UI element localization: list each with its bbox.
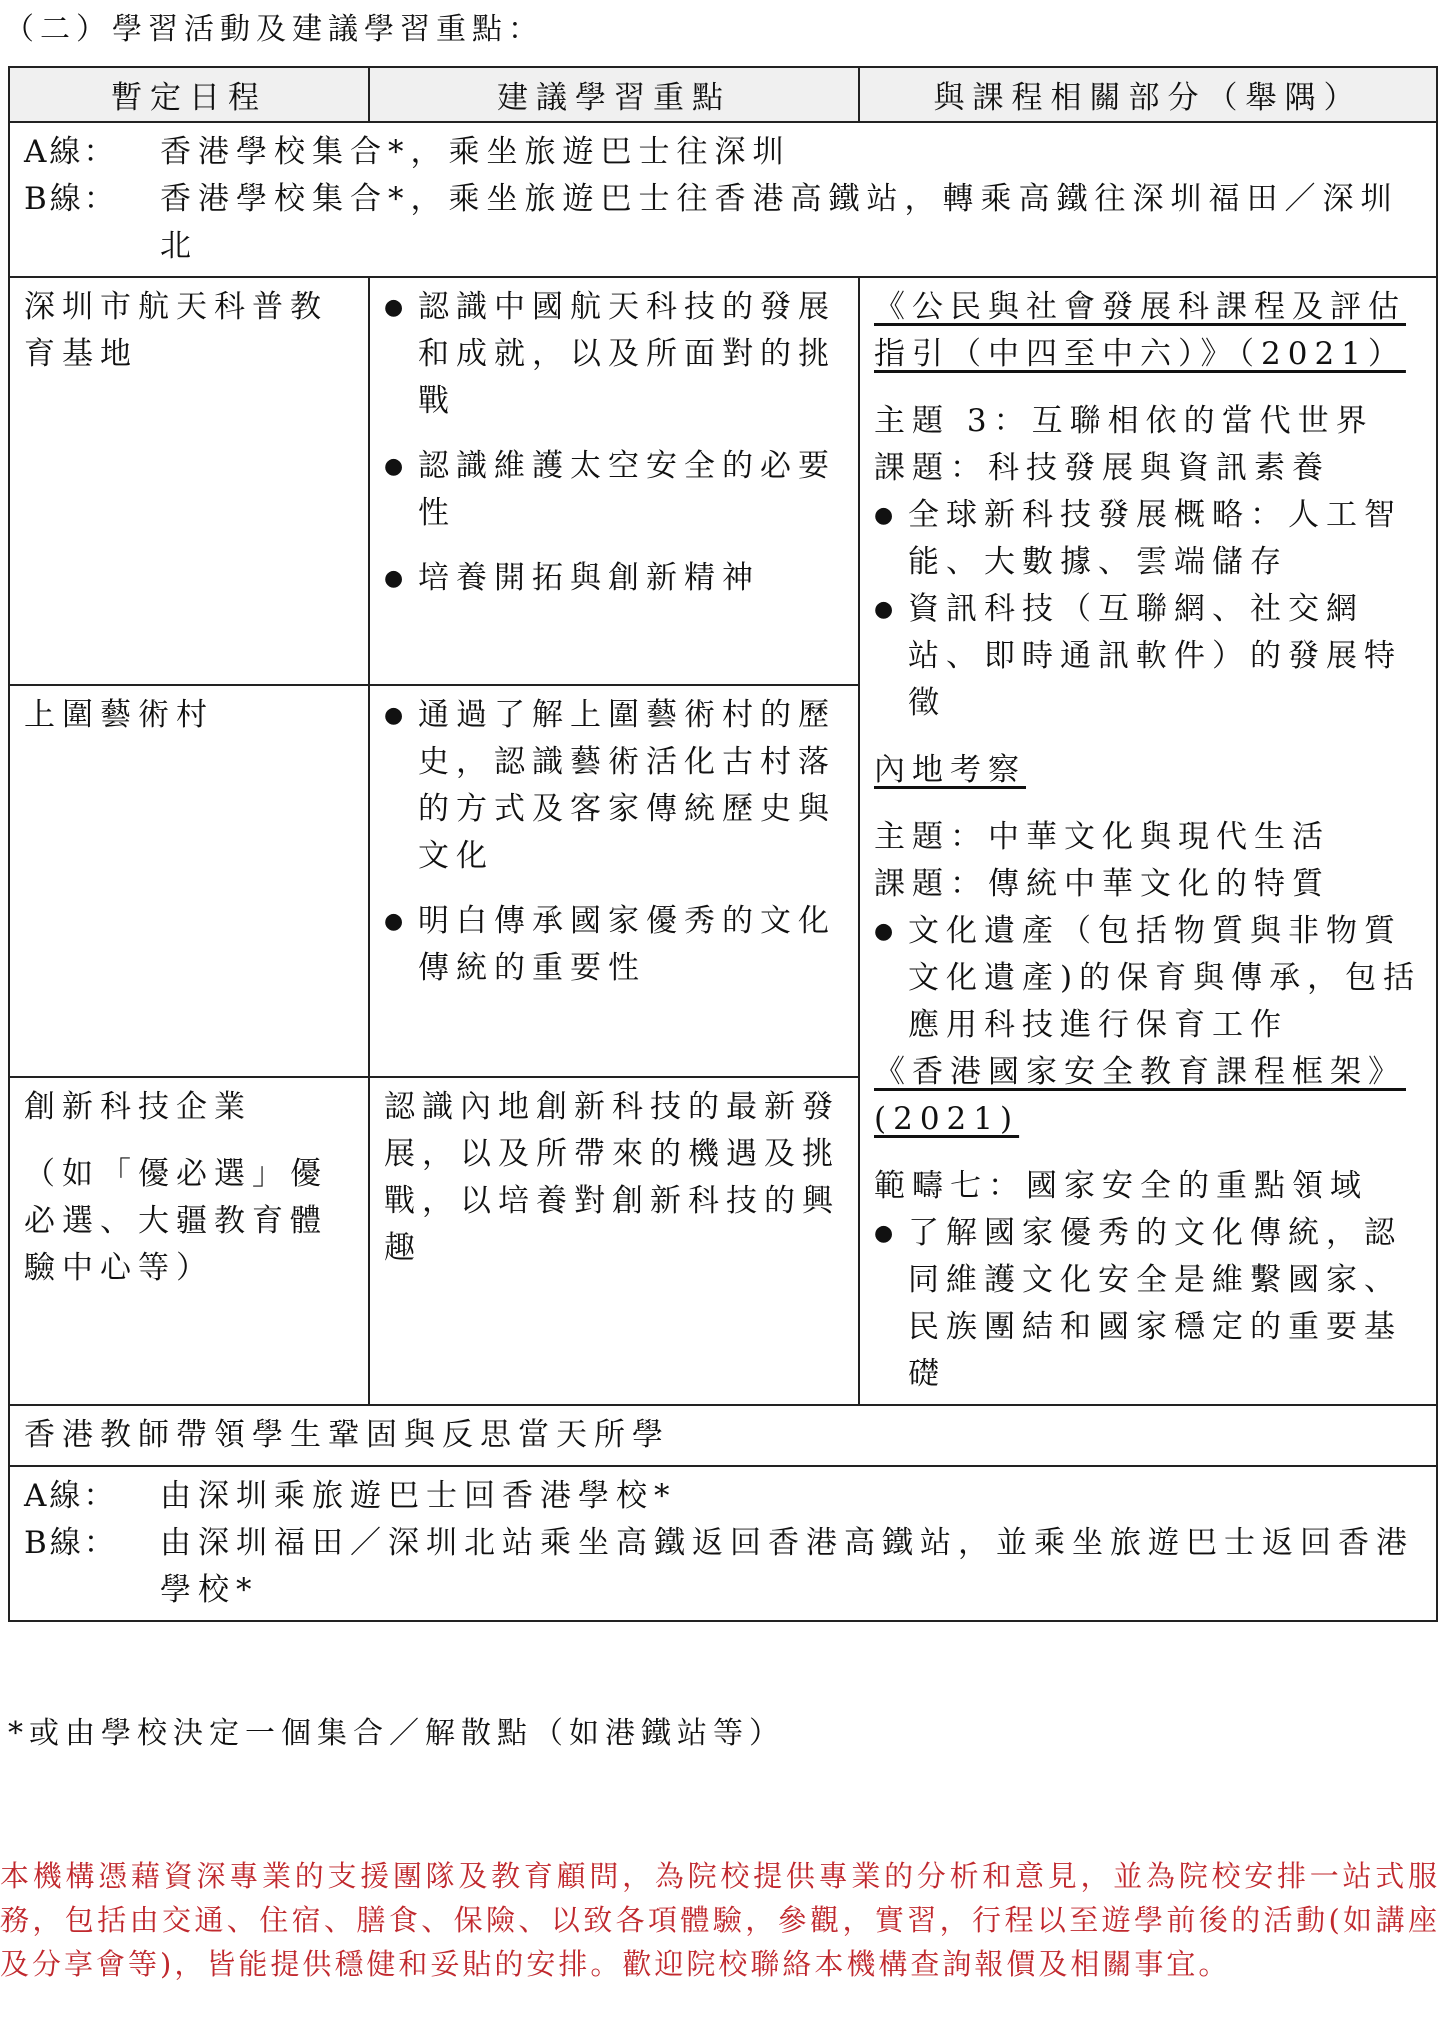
curriculum-cell (859, 277, 1437, 1405)
departure-route-a (24, 129, 1422, 176)
list-item: ● 明白傳承國家優秀的文化傳統的重要性 (384, 898, 844, 992)
route-label: B線： (24, 181, 118, 217)
departure-cell (9, 122, 1437, 277)
table-row (9, 277, 1437, 685)
itinerary-table (8, 66, 1438, 1622)
list-item: ● 認識維護太空安全的必要性 (384, 443, 844, 537)
curriculum-scope: 範疇七：國家安全的重點領域 (874, 1168, 1368, 1204)
place-cell (9, 277, 369, 685)
review-row (9, 1405, 1437, 1466)
points-list (384, 284, 844, 602)
curriculum-list (874, 1210, 1422, 1398)
points-cell (369, 1077, 859, 1405)
table-header-row (9, 67, 1437, 122)
route-text: 由深圳福田／深圳北站乘坐高鐵返回香港高鐵站，並乘坐旅遊巴士返回香港學校* (160, 1525, 1414, 1608)
curriculum-topic: 課題：傳統中華文化的特質 (874, 866, 1330, 902)
route-label: A線： (24, 1478, 118, 1514)
list-item: ● 文化遺產（包括物質與非物質文化遺產)的保育與傳承，包括應用科技進行保育工作 (874, 908, 1422, 1049)
header-schedule: 暫定日程 (9, 67, 369, 122)
curriculum-doc-title: 《香港國家安全教育課程框架》(2021) (874, 1054, 1406, 1137)
list-item: ● 通過了解上圍藝術村的歷史，認識藝術活化古村落的方式及客家傳統歷史與文化 (384, 692, 844, 880)
place-name: 上圍藝術村 (24, 697, 214, 733)
curriculum-list (874, 492, 1422, 727)
points-text: 認識內地創新科技的最新發展，以及所帶來的機遇及挑戰，以培養對創新科技的興趣 (384, 1089, 840, 1266)
departure-row (9, 122, 1437, 277)
curriculum-list (874, 908, 1422, 1049)
curriculum-theme: 主題：中華文化與現代生活 (874, 819, 1330, 855)
route-label: B線： (24, 1525, 118, 1561)
list-item: ● 了解國家優秀的文化傳統，認同維護文化安全是維繫國家、民族團結和國家穩定的重要基礎 (874, 1210, 1422, 1398)
place-cell (9, 1077, 369, 1405)
return-cell (9, 1466, 1437, 1621)
points-cell (369, 277, 859, 685)
departure-route-b (24, 176, 1422, 270)
curriculum-section-title: 內地考察 (874, 752, 1026, 788)
header-curriculum: 與課程相關部分（舉隅） (859, 67, 1437, 122)
points-cell (369, 685, 859, 1077)
return-row (9, 1466, 1437, 1621)
curriculum-topic: 課題：科技發展與資訊素養 (874, 450, 1330, 486)
curriculum-doc-title: 《公民與社會發展科課程及評估指引（中四至中六）》（2021） (874, 289, 1406, 372)
place-cell (9, 685, 369, 1077)
promo-paragraph: 本機構憑藉資深專業的支援團隊及教育顧問，為院校提供專業的分析和意見，並為院校安排一站式服務，包括由交通、住宿、膳食、保險、以致各項體驗，參觀，實習，行程以至遊學前後的活動(如講座及分享會等)，皆能提供穩健和妥貼的安排。歡迎院校聯絡本機構查詢報價及相關事宜。 (0, 1859, 1440, 1981)
header-learning-points: 建議學習重點 (369, 67, 859, 122)
points-list (384, 692, 844, 992)
route-text: 香港學校集合*，乘坐旅遊巴士往香港高鐵站，轉乘高鐵往深圳福田／深圳北 (160, 181, 1399, 264)
place-name: 深圳市航天科普教育基地 (24, 289, 328, 372)
section-heading: （二）學習活動及建議學習重點： (4, 12, 544, 47)
list-item: ● 全球新科技發展概略：人工智能、大數據、雲端儲存 (874, 492, 1422, 586)
return-route-b (24, 1520, 1422, 1614)
footnote: *或由學校決定一個集合／解散點（如港鐵站等） (8, 1716, 785, 1751)
curriculum-theme: 主題 3：互聯相依的當代世界 (874, 403, 1374, 439)
route-text: 香港學校集合*，乘坐旅遊巴士往深圳 (160, 134, 791, 170)
list-item: ● 認識中國航天科技的發展和成就，以及所面對的挑戰 (384, 284, 844, 425)
place-note: （如「優必選」優必選、大疆教育體驗中心等） (24, 1156, 328, 1286)
return-route-a (24, 1473, 1422, 1520)
list-item: ● 培養開拓與創新精神 (384, 555, 844, 602)
review-cell: 香港教師帶領學生鞏固與反思當天所學 (9, 1405, 1437, 1466)
place-name: 創新科技企業 (24, 1089, 252, 1125)
list-item: ● 資訊科技（互聯網、社交網站、即時通訊軟件）的發展特徵 (874, 586, 1422, 727)
route-text: 由深圳乘旅遊巴士回香港學校* (160, 1478, 677, 1514)
route-label: A線： (24, 134, 118, 170)
